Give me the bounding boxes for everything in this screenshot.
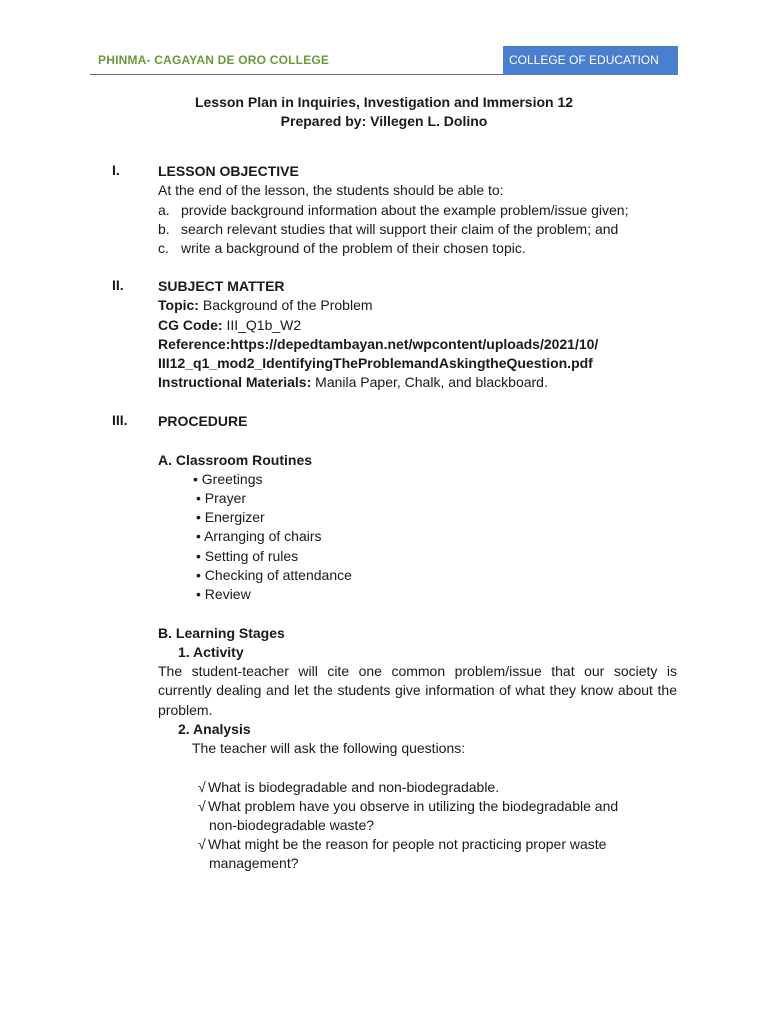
topic-value: Background of the Problem (202, 297, 373, 313)
objective-item: provide background information about the example problem/issue given; (181, 202, 629, 218)
stages-heading: B. Learning Stages (158, 625, 285, 641)
section-number: II. (112, 277, 124, 293)
question-item (198, 778, 668, 797)
cg-code-value: III_Q1b_W2 (226, 317, 302, 333)
topic-label: Topic: (158, 297, 199, 313)
section-number: III. (112, 412, 128, 428)
routines-heading: A. Classroom Routines (158, 452, 313, 468)
materials-line (158, 373, 548, 392)
routine-item: • Greetings (193, 471, 263, 487)
activity-heading: 1. Activity (178, 644, 244, 660)
cg-code-line (158, 316, 301, 335)
section-heading: SUBJECT MATTER (158, 278, 285, 294)
question-text-continued: non-biodegradable waste? (209, 817, 375, 834)
routine-item: • Review (196, 586, 251, 602)
check-icon: √ (198, 798, 206, 814)
section-heading: PROCEDURE (158, 413, 248, 429)
check-icon: √ (198, 836, 206, 852)
objective-mark: b. (158, 221, 170, 237)
question-text: What problem have you observe in utilizing the biodegradable and (208, 798, 619, 814)
question-text: What might be the reason for people not practicing proper waste (208, 836, 607, 852)
activity-text: The student-teacher will cite one common problem/issue that our society is currently dealing and let the students give information of what they know about the problem. (158, 663, 677, 718)
analysis-intro: The teacher will ask the following questions: (192, 740, 466, 756)
topic-line (158, 296, 373, 315)
materials-value: Manila Paper, Chalk, and blackboard. (315, 374, 548, 390)
objective-item: search relevant studies that will support their claim of the problem; and (181, 221, 619, 237)
institution-name: PHINMA- CAGAYAN DE ORO COLLEGE (98, 53, 330, 67)
department-banner: COLLEGE OF EDUCATION (503, 46, 678, 75)
routine-item: • Checking of attendance (196, 567, 352, 583)
materials-label: Instructional Materials: (158, 374, 312, 390)
header-divider (90, 74, 503, 75)
section-heading: LESSON OBJECTIVE (158, 163, 299, 179)
document-title: Lesson Plan in Inquiries, Investigation and Immersion 12 (194, 94, 574, 110)
question-item (198, 835, 668, 874)
routine-item: • Arranging of chairs (196, 528, 322, 544)
reference-line: Reference:https://depedtambayan.net/wpcontent/uploads/2021/10/ (158, 336, 599, 352)
routine-item: • Energizer (196, 509, 265, 525)
question-text-continued: management? (209, 855, 299, 872)
reference-line: III12_q1_mod2_IdentifyingTheProblemandAskingtheQuestion.pdf (158, 355, 593, 371)
section-number: I. (112, 162, 120, 178)
cg-code-label: CG Code: (158, 317, 223, 333)
question-item (198, 797, 668, 836)
routine-item: • Setting of rules (196, 548, 299, 564)
analysis-heading: 2. Analysis (178, 721, 251, 737)
objective-intro: At the end of the lesson, the students should be able to: (158, 182, 504, 198)
routine-item: • Prayer (196, 490, 247, 506)
objective-mark: c. (158, 240, 169, 256)
objective-mark: a. (158, 202, 170, 218)
objective-item: write a background of the problem of their chosen topic. (181, 240, 526, 256)
document-author: Prepared by: Villegen L. Dolino (280, 113, 488, 129)
check-icon: √ (198, 779, 206, 795)
question-text: What is biodegradable and non-biodegradable. (208, 779, 500, 795)
